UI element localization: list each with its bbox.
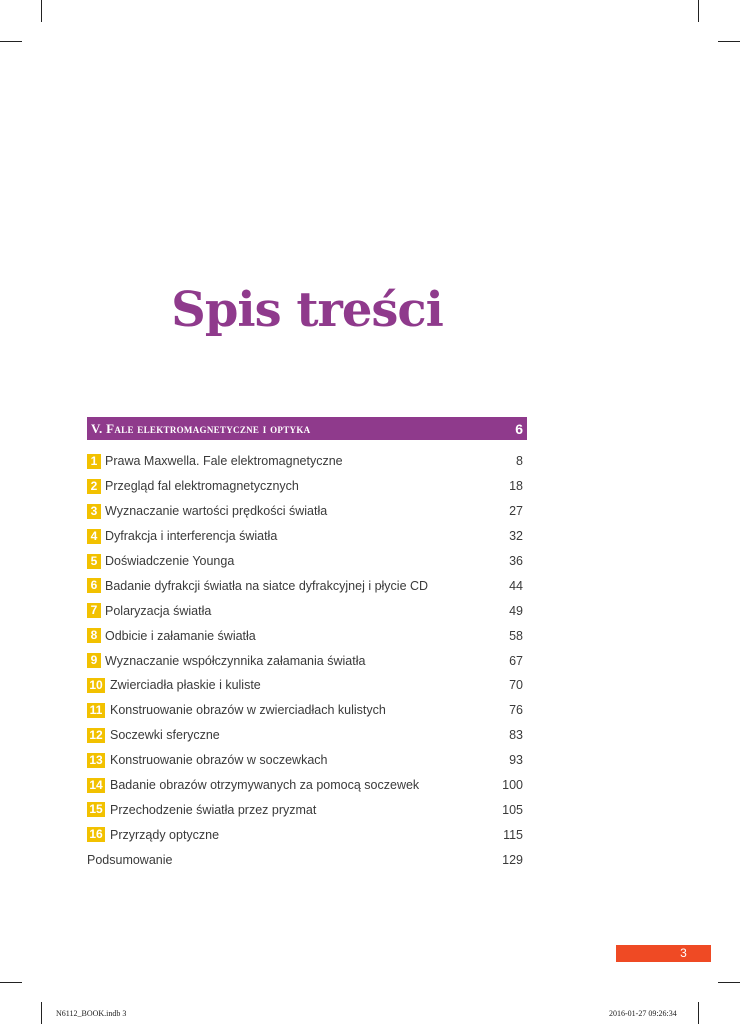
crop-mark (41, 1002, 42, 1024)
toc-entry[interactable] (87, 698, 527, 723)
entry-label: Dyfrakcja i interferencja światła (105, 529, 278, 544)
entry-label: Konstruowanie obrazów w zwierciadłach kulistych (110, 703, 386, 718)
entry-page: 70 (509, 678, 523, 693)
toc-entry[interactable] (87, 723, 527, 748)
toc-entry[interactable] (87, 797, 527, 822)
toc-entry[interactable] (87, 524, 527, 549)
toc-entry[interactable] (87, 673, 527, 698)
table-of-contents (87, 417, 527, 872)
entry-label: Badanie obrazów otrzymywanych za pomocą soczewek (110, 778, 420, 793)
crop-mark (718, 982, 740, 983)
chapter-number-badge: 1 (87, 454, 101, 469)
chapter-number-badge: 16 (87, 827, 105, 842)
toc-entry[interactable] (87, 499, 527, 524)
chapter-number-badge: 9 (87, 653, 101, 668)
entry-page: 83 (509, 728, 523, 743)
chapter-number-badge: 15 (87, 802, 105, 817)
entry-label: Przegląd fal elektromagnetycznych (105, 479, 299, 494)
entry-page: 44 (509, 578, 523, 593)
slug-timestamp: 2016-01-27 09:26:34 (609, 1009, 677, 1018)
entry-page: 8 (516, 454, 523, 469)
crop-mark (0, 41, 22, 42)
entry-page: 58 (509, 628, 523, 643)
section-page: 6 (515, 420, 523, 437)
entry-page: 36 (509, 554, 523, 568)
toc-entry[interactable] (87, 474, 527, 499)
entry-list (87, 449, 527, 847)
entry-label: Zwierciadła płaskie i kuliste (110, 678, 261, 693)
toc-entry[interactable] (87, 623, 527, 648)
entry-label: Odbicie i załamanie światła (105, 628, 256, 643)
page-title: Spis treści (171, 282, 443, 338)
summary-entry[interactable] (87, 847, 527, 872)
entry-label: Prawa Maxwella. Fale elektromagnetyczne (105, 454, 343, 469)
chapter-number-badge: 13 (87, 753, 105, 768)
entry-page: 76 (509, 703, 523, 718)
entry-label: Przechodzenie światła przez pryzmat (110, 802, 317, 817)
toc-entry[interactable] (87, 549, 527, 574)
page-number: 3 (616, 945, 711, 962)
entry-label: Wyznaczanie współczynnika załamania światła (105, 653, 366, 668)
chapter-number-badge: 8 (87, 628, 101, 643)
crop-mark (41, 0, 42, 22)
entry-page: 115 (503, 827, 523, 842)
entry-label: Przyrządy optyczne (110, 827, 220, 842)
entry-page: 100 (502, 778, 523, 793)
section-header[interactable] (87, 417, 527, 440)
crop-mark (718, 41, 740, 42)
entry-page: 67 (509, 653, 523, 668)
entry-page: 49 (509, 603, 523, 618)
chapter-number-badge: 14 (87, 778, 105, 793)
entry-label: Soczewki sferyczne (110, 728, 220, 743)
entry-page: 105 (502, 802, 523, 817)
crop-mark (0, 982, 22, 983)
chapter-number-badge: 7 (87, 603, 101, 618)
entry-label: Doświadczenie Younga (105, 554, 235, 568)
entry-page: 27 (509, 504, 523, 519)
entry-label: Wyznaczanie wartości prędkości światła (105, 504, 328, 519)
toc-entry[interactable] (87, 573, 527, 598)
crop-mark (698, 1002, 699, 1024)
entry-page: 32 (509, 529, 523, 544)
summary-page: 129 (502, 852, 523, 867)
toc-entry[interactable] (87, 598, 527, 623)
toc-entry[interactable] (87, 773, 527, 798)
entry-page: 18 (509, 479, 523, 494)
chapter-number-badge: 5 (87, 554, 101, 569)
toc-entry[interactable] (87, 648, 527, 673)
summary-label: Podsumowanie (87, 852, 173, 867)
chapter-number-badge: 2 (87, 479, 101, 494)
toc-entry[interactable] (87, 449, 527, 474)
entry-label: Polaryzacja światła (105, 603, 212, 618)
crop-mark (698, 0, 699, 22)
chapter-number-badge: 12 (87, 728, 105, 743)
slug-file: N6112_BOOK.indb 3 (56, 1009, 127, 1018)
chapter-number-badge: 10 (87, 678, 105, 693)
section-label: V. Fale elektromagnetyczne i optyka (91, 420, 311, 436)
chapter-number-badge: 6 (87, 578, 101, 593)
entry-label: Konstruowanie obrazów w soczewkach (110, 753, 328, 768)
chapter-number-badge: 4 (87, 529, 101, 544)
chapter-number-badge: 11 (87, 703, 105, 718)
entry-page: 93 (509, 753, 523, 768)
entry-label: Badanie dyfrakcji światła na siatce dyfrakcyjnej i płycie CD (105, 578, 429, 593)
toc-entry[interactable] (87, 822, 527, 847)
chapter-number-badge: 3 (87, 504, 101, 519)
toc-entry[interactable] (87, 748, 527, 773)
